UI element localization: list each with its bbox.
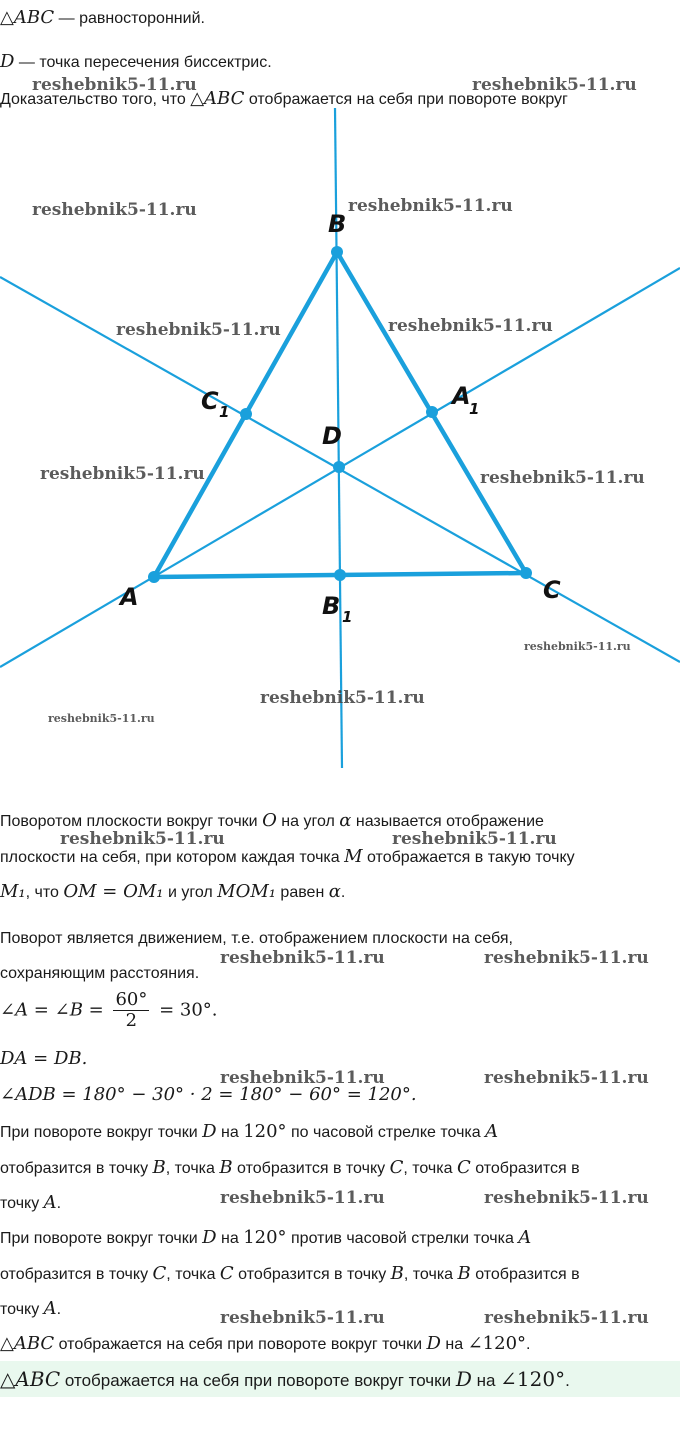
point-c1 — [240, 408, 252, 420]
counterclockwise-line-2: отобразится в точку C, точка C отобразится в точку B, точка B отобразится в — [0, 1263, 580, 1284]
label-c1-sub: 1 — [219, 403, 230, 421]
label-c: C — [543, 576, 561, 604]
label-d: D — [322, 422, 342, 450]
point-c — [520, 567, 532, 579]
watermark: reshebnik5-11.ru — [116, 320, 281, 340]
watermark: reshebnik5-11.ru — [484, 1308, 649, 1328]
answer-box: △ABC отображается на себя при повороте вокруг точки D на ∠120°. — [0, 1361, 680, 1397]
watermark: reshebnik5-11.ru — [392, 829, 557, 849]
watermark: reshebnik5-11.ru — [32, 200, 197, 220]
point-a — [148, 571, 160, 583]
label-b1: B — [322, 592, 341, 620]
watermark: reshebnik5-11.ru — [260, 688, 425, 708]
watermark: reshebnik5-11.ru — [60, 829, 225, 849]
definition-line-3: M₁, что OM = OM₁ и угол MOM₁ равен α. — [0, 881, 346, 902]
watermark: reshebnik5-11.ru — [220, 948, 385, 968]
point-b1 — [334, 569, 346, 581]
point-b — [331, 246, 343, 258]
label-c1: C — [201, 387, 219, 415]
fraction: $\frac{60^\circ}{2}$ — [115, 989, 148, 1031]
watermark: reshebnik5-11.ru — [220, 1068, 385, 1088]
conclusion: △ABC отображается на себя при повороте вокруг точки D на ∠120°. — [0, 1333, 531, 1354]
given-line-2: D — точка пересечения биссектрис. — [0, 51, 272, 72]
motion-line-2: сохраняющим расстояния. — [0, 965, 200, 982]
clockwise-line-2: отобразится в точку B, точка B отобразится в точку C, точка C отобразится в — [0, 1157, 580, 1178]
da-db-equation: DA = DB. — [0, 1048, 88, 1069]
point-a1 — [426, 406, 438, 418]
math-point-d: D — [0, 51, 15, 72]
watermark: reshebnik5-11.ru — [484, 1068, 649, 1088]
watermark: reshebnik5-11.ru — [40, 464, 205, 484]
watermark: reshebnik5-11.ru — [524, 640, 631, 653]
watermark: reshebnik5-11.ru — [484, 1188, 649, 1208]
watermark: reshebnik5-11.ru — [480, 468, 645, 488]
label-a1: A — [452, 382, 471, 410]
clockwise-line-3: точку A. — [0, 1192, 62, 1213]
watermark: reshebnik5-11.ru — [388, 316, 553, 336]
watermark: reshebnik5-11.ru — [220, 1188, 385, 1208]
counterclockwise-line-3: точку A. — [0, 1298, 62, 1319]
watermark: reshebnik5-11.ru — [32, 75, 197, 95]
counterclockwise-line-1: При повороте вокруг точки D на 120° против часовой стрелки точка A — [0, 1227, 532, 1248]
watermark: reshebnik5-11.ru — [484, 948, 649, 968]
motion-line-1: Поворот является движением, т.е. отображением плоскости на себя, — [0, 930, 513, 947]
proof-heading: Доказательство того, что △ABC отображается на себя при повороте вокруг — [0, 88, 568, 109]
watermark: reshebnik5-11.ru — [220, 1308, 385, 1328]
adb-equation: ∠ADB = 180° − 30° · 2 = 180° − 60° = 120°. — [0, 1084, 417, 1105]
label-b1-sub: 1 — [342, 608, 353, 626]
watermark: reshebnik5-11.ru — [348, 196, 513, 216]
label-a1-sub: 1 — [469, 400, 480, 418]
label-a: A — [120, 583, 139, 611]
given-line-1: △ABC — равносторонний. — [0, 7, 205, 28]
math-triangle-abc: △ABC — [0, 7, 55, 28]
watermark: reshebnik5-11.ru — [48, 712, 155, 725]
point-d — [333, 461, 345, 473]
definition-line-2: плоскости на себя, при котором каждая точка M отображается в такую точку — [0, 846, 575, 867]
definition-line-1: Поворотом плоскости вокруг точки O на угол α называется отображение — [0, 810, 544, 831]
angles-equation: ∠A = ∠B = $\frac{60^\circ}{2}$ = 30°. — [0, 989, 218, 1031]
label-b: B — [328, 210, 347, 238]
clockwise-line-1: При повороте вокруг точки D на 120° по часовой стрелке точка A — [0, 1121, 499, 1142]
watermark: reshebnik5-11.ru — [472, 75, 637, 95]
